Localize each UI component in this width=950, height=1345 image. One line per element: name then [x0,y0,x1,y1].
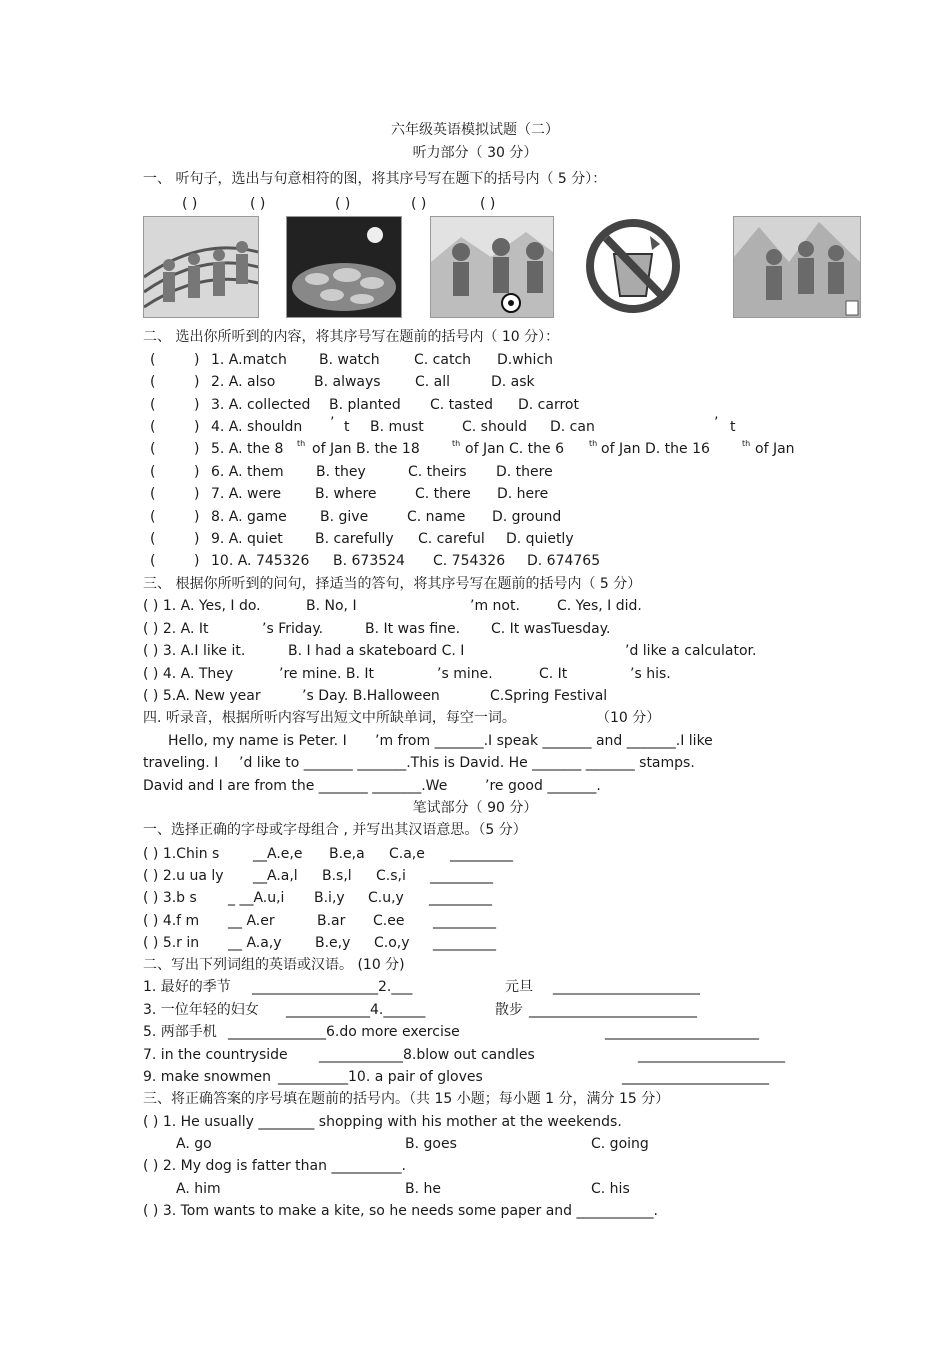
l1-bracket: ( ) [411,196,427,212]
picture-students-on-track [143,216,259,318]
w3-option: B. he [405,1181,441,1197]
l4-text: traveling. I [143,755,219,771]
l4-score: （10 分） [596,710,661,726]
l4-text: Hello, my name is Peter. I [168,733,347,749]
w3-option: C. going [591,1136,649,1152]
l1-heading: 一、 听句子，选出与句意相符的图，将其序号写在题下的括号内（ 5 分）： [143,171,607,187]
w3-question: ( ) 2. My dog is fatter than __________. [143,1158,406,1174]
w2-heading: 二、写出下列词组的英语或汉语。 (10 分) [143,957,405,973]
picture-no-littering-sign [578,216,688,316]
w3-question: ( ) 3. Tom wants to make a kite, so he needs some paper and ___________. [143,1203,658,1219]
w3-heading: 三、将正确答案的序号填在题前的括号内。（共 15 小题；每小题 1 分，满分 15 分） [143,1091,670,1107]
l2-heading: 二、 选出你所听到的内容，将其序号写在题前的括号内（ 10 分）： [143,329,560,345]
page-title: 六年级英语模拟试题（二） [391,122,559,138]
w3-question: ( ) 1. He usually ________ shopping with his mother at the weekends. [143,1114,622,1130]
picture-kids-playing-football [430,216,554,318]
w3-option: A. him [176,1181,221,1197]
w3-option: B. goes [405,1136,457,1152]
l1-bracket: ( ) [335,196,351,212]
l1-bracket: ( ) [250,196,266,212]
w1-heading: 一、选择正确的字母或字母组合 , 并写出其汉语意思。（5 分） [143,822,527,838]
w3-option: A. go [176,1136,212,1152]
picture-people-hiking [733,216,861,318]
l4-text: David and I are from the _______ _______.We [143,778,448,794]
l4-heading: 四. 听录音，根据所听内容写出短文中所缺单词，每空一词。 [143,710,516,726]
l3-heading: 三、 根据你所听到的问句，择适当的答句，将其序号写在题前的括号内（ 5 分） [143,576,642,592]
l4-text: ’re good _______. [485,778,601,794]
picture-festival-food-night [286,216,402,318]
w3-option: C. his [591,1181,630,1197]
writing-header: 笔试部分（ 90 分） [412,800,538,816]
l4-text: ’d like to _______ _______.This is David. He _______ _______ stamps. [239,755,695,771]
l1-bracket: ( ) [480,196,496,212]
listening-header: 听力部分（ 30 分） [412,145,538,161]
l1-bracket: ( ) [182,196,198,212]
l4-text: ’m from _______.I speak _______ and _______.I like [375,733,713,749]
